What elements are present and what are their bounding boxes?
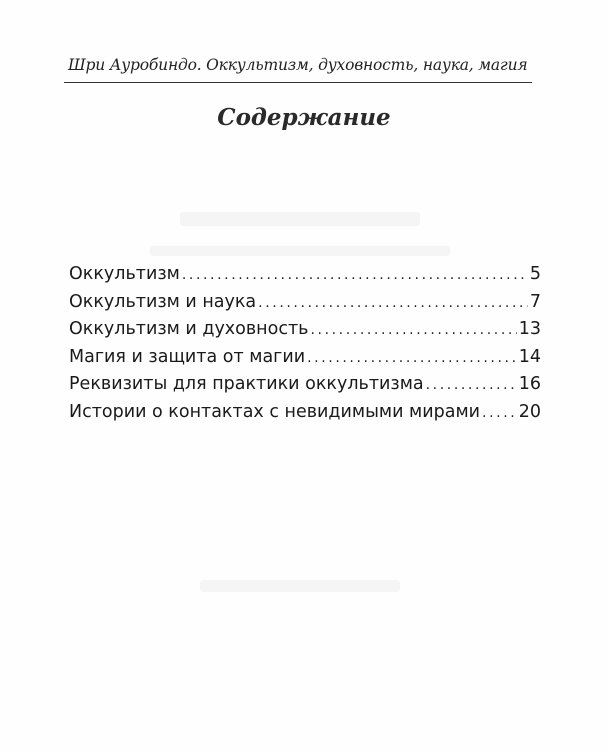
bleed-through-mark — [180, 212, 420, 226]
toc-entry-page: 14 — [518, 346, 541, 367]
toc-entry-label: Истории о контактах с невидимыми мирами — [69, 401, 481, 422]
page-title: Содержание — [217, 104, 391, 131]
dot-leader — [182, 267, 528, 283]
toc-entry-page: 16 — [518, 374, 541, 394]
table-of-contents — [69, 264, 541, 429]
dot-leader — [482, 405, 517, 421]
toc-entry-page: 5 — [529, 264, 541, 284]
bleed-through-mark — [150, 246, 450, 256]
toc-entry-label: Оккультизм и духовность — [69, 319, 309, 339]
toc-entry — [69, 264, 541, 292]
toc-entry-label: Оккультизм — [69, 264, 180, 284]
toc-entry-page: 13 — [518, 319, 541, 339]
running-head: Шри Ауробиндо. Оккультизм, духовность, наука, магия — [68, 56, 528, 74]
toc-entry-label: Магия и защита от магии — [69, 346, 306, 367]
toc-entry — [69, 292, 541, 320]
dot-leader — [258, 295, 528, 311]
dot-leader — [307, 350, 517, 366]
dot-leader — [310, 322, 516, 338]
bleed-through-mark — [200, 580, 400, 592]
toc-entry — [69, 319, 541, 347]
header-rule — [64, 82, 532, 83]
toc-entry-page: 7 — [529, 291, 541, 312]
dot-leader — [426, 377, 517, 393]
toc-entry — [69, 347, 541, 375]
toc-entry-label: Оккультизм и наука — [69, 291, 257, 312]
toc-entry-label: Реквизиты для практики оккультизма — [69, 374, 424, 394]
toc-entry-page: 20 — [518, 401, 541, 422]
toc-entry — [69, 402, 541, 430]
toc-entry — [69, 374, 541, 402]
